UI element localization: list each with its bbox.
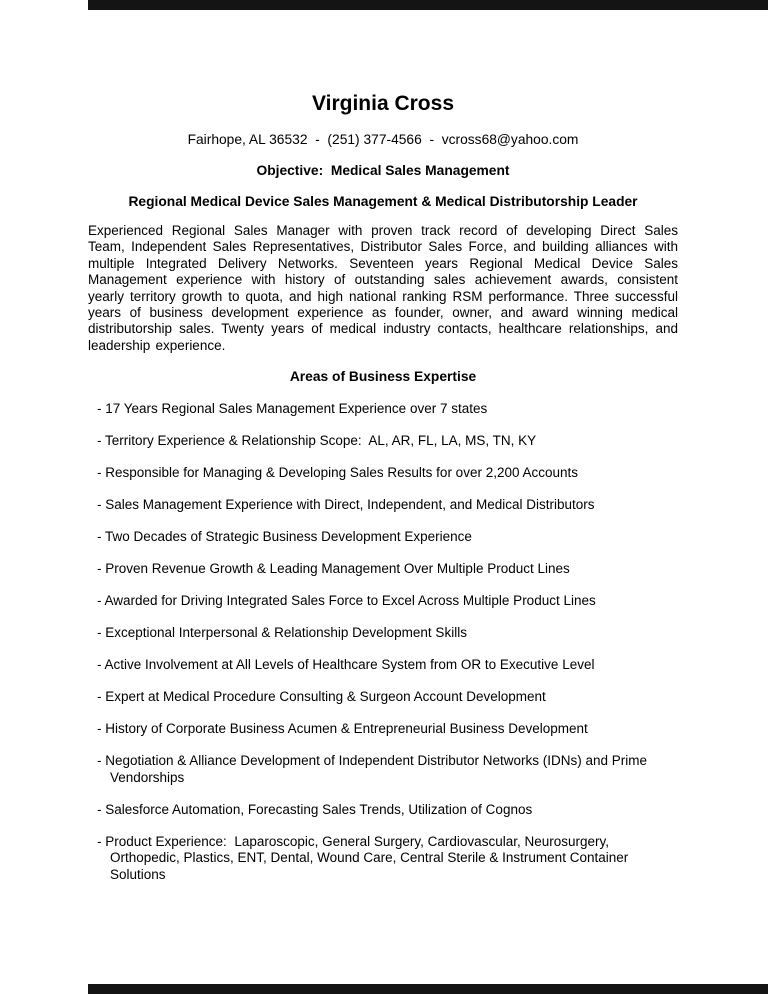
- expertise-item: - Proven Revenue Growth & Leading Management Over Multiple Product Lines: [97, 561, 570, 577]
- viewer-top-bar: [88, 0, 768, 10]
- headline-line: Regional Medical Device Sales Management & Medical Distributorship Leader: [128, 194, 638, 209]
- expertise-item: - Salesforce Automation, Forecasting Sales Trends, Utilization of Cognos: [97, 801, 533, 817]
- expertise-item: - 17 Years Regional Sales Management Experience over 7 states: [97, 401, 488, 417]
- expertise-item: - Territory Experience & Relationship Scope: AL, AR, FL, LA, MS, TN, KY: [97, 433, 537, 449]
- expertise-item: - History of Corporate Business Acumen & Entrepreneurial Business Development: [97, 721, 588, 737]
- expertise-item: - Sales Management Experience with Direct, Independent, and Medical Distributors: [97, 497, 595, 513]
- expertise-item: - Negotiation & Alliance Development of Independent Distributor Networks (IDNs) and Prime Vendorships: [97, 753, 651, 785]
- summary-paragraph: Experienced Regional Sales Manager with proven track record of developing Direct Sales Team, Independent Sales Representatives, Distributor Sales Force, and building alliances with multiple Integrated Delivery Networks. Seventeen years Regional Medical Device Sales Management experience with history of outstanding sales achievement awards, consistent yearly territory growth to quota, and high national ranking RSM performance. Three successful years of business development experience as founder, owner, and award winning medical distributorship sales. Twenty years of medical industry contacts, healthcare relationships, and leadership experience.: [88, 223, 678, 353]
- expertise-list: [88, 401, 678, 883]
- resume-page: [0, 10, 768, 984]
- expertise-section-title: Areas of Business Expertise: [289, 369, 477, 385]
- expertise-item: - Two Decades of Strategic Business Development Experience: [97, 529, 472, 545]
- expertise-item: - Expert at Medical Procedure Consulting & Surgeon Account Development: [97, 689, 546, 705]
- expertise-item: - Exceptional Interpersonal & Relationship Development Skills: [97, 625, 467, 641]
- expertise-item: - Product Experience: Laparoscopic, General Surgery, Cardiovascular, Neurosurgery, Orthopedic, Plastics, ENT, Dental, Wound Care, Central Sterile & Instrument Container Solutions: [97, 833, 632, 882]
- contact-line: Fairhope, AL 36532 - (251) 377-4566 - vcross68@yahoo.com: [187, 132, 579, 147]
- viewer-bottom-bar: [88, 984, 768, 994]
- expertise-item: - Active Involvement at All Levels of Healthcare System from OR to Executive Level: [97, 657, 595, 673]
- resume-name-title: Virginia Cross: [312, 92, 454, 115]
- expertise-item: - Responsible for Managing & Developing Sales Results for over 2,200 Accounts: [97, 465, 579, 481]
- objective-line: Objective: Medical Sales Management: [256, 163, 510, 178]
- expertise-item: - Awarded for Driving Integrated Sales Force to Excel Across Multiple Product Lines: [97, 593, 596, 609]
